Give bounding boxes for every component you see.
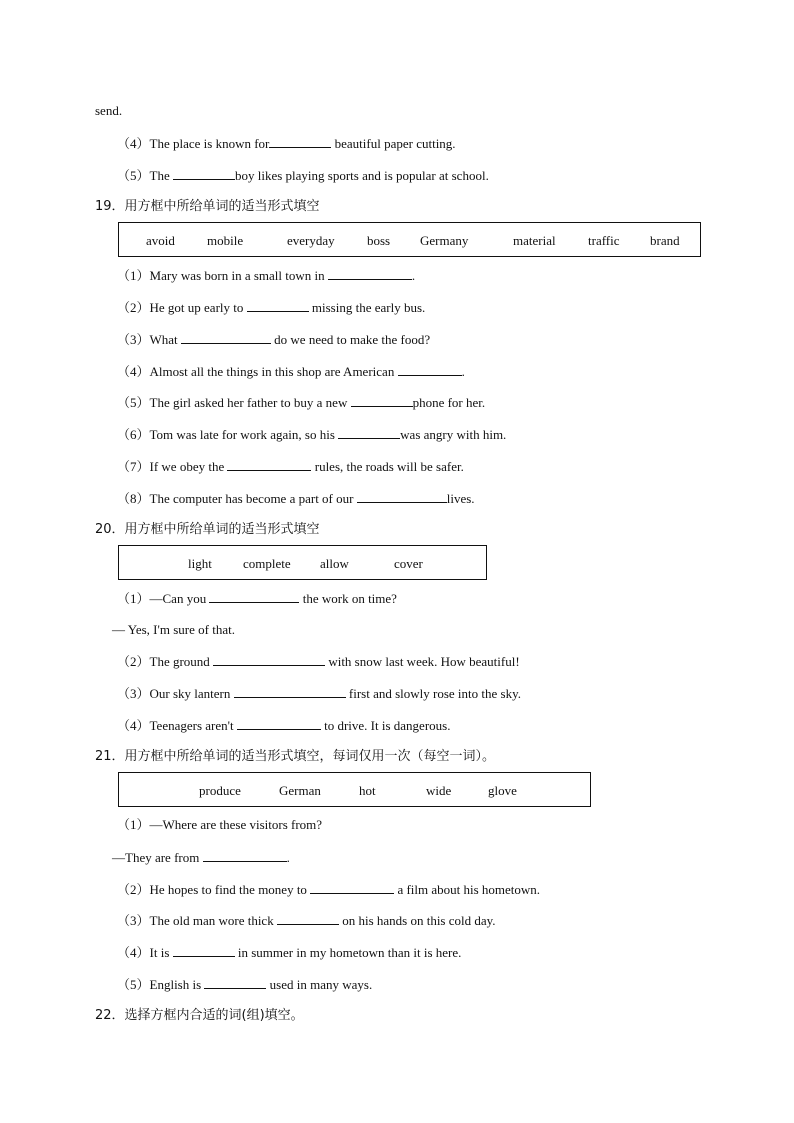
- answer-blank[interactable]: [277, 912, 339, 925]
- answer-blank[interactable]: [351, 394, 413, 407]
- word-bank-item: boss: [367, 233, 391, 248]
- item-number: （3）: [117, 686, 150, 701]
- item-text-before: The place is known for: [149, 136, 270, 151]
- item-number: （1）: [117, 268, 150, 283]
- q20-word-box: [118, 545, 487, 580]
- word-bank-item: avoid: [146, 233, 175, 248]
- item-text-after: a film about his hometown.: [394, 882, 541, 897]
- answer-blank[interactable]: [338, 426, 400, 439]
- answer-blank[interactable]: [234, 685, 346, 698]
- answer-blank[interactable]: [357, 490, 447, 503]
- q20-item-2: [117, 653, 520, 670]
- q19-item-3: [117, 331, 430, 348]
- item-text-before: The: [149, 168, 173, 183]
- q20-item-1: [117, 590, 397, 607]
- word-bank-item: complete: [243, 556, 291, 571]
- item-text-before: Teenagers aren't: [149, 718, 237, 733]
- item-number: （1）: [117, 591, 150, 606]
- item-text-before: Tom was late for work again, so his: [149, 427, 339, 442]
- word-bank-item: material: [513, 233, 556, 248]
- item-number: （5）: [117, 395, 150, 410]
- item-number: （5）: [117, 168, 150, 183]
- q21-item-5: [117, 976, 372, 993]
- reply-text-after: .: [286, 850, 290, 865]
- item-text-before: —Can you: [149, 591, 210, 606]
- word-bank-item: Germany: [420, 233, 469, 248]
- answer-blank[interactable]: [181, 331, 271, 344]
- q20-item-4: [117, 717, 450, 734]
- reply-text-before: —They are from: [112, 850, 203, 865]
- item-text-after: with snow last week. How beautiful!: [325, 654, 520, 669]
- item-text-after: .: [461, 364, 465, 379]
- answer-blank[interactable]: [204, 976, 266, 989]
- q19-item-2: [117, 299, 425, 316]
- q21-heading: 21．用方框中所给单词的适当形式填空，每词仅用一次（每空一词）。: [95, 749, 496, 764]
- q21-item-3: [117, 912, 496, 929]
- item-number: （1）: [117, 817, 150, 832]
- item-text: —Where are these visitors from?: [149, 817, 323, 832]
- q22-heading: 22．选择方框内合适的词(组)填空。: [95, 1008, 304, 1023]
- item-text-before: The computer has become a part of our: [149, 491, 357, 506]
- answer-blank[interactable]: [209, 590, 299, 603]
- answer-blank[interactable]: [247, 299, 309, 312]
- item-text-after: on his hands on this cold day.: [338, 913, 496, 928]
- q19-word-box: [118, 222, 701, 257]
- item-text-after: .: [411, 268, 416, 283]
- q21-item-4: [117, 944, 461, 961]
- q18-item-4: [117, 135, 456, 152]
- answer-blank[interactable]: [173, 944, 235, 957]
- word-bank-item: hot: [359, 783, 376, 798]
- item-text-before: Almost all the things in this shop are American: [149, 364, 398, 379]
- item-number: （2）: [117, 300, 150, 315]
- q19-item-7: [117, 458, 464, 475]
- word-bank-item: traffic: [588, 233, 620, 248]
- item-text-before: What: [149, 332, 181, 347]
- answer-blank[interactable]: [213, 653, 325, 666]
- item-text-after: used in many ways.: [266, 977, 373, 992]
- item-text-before: Mary was born in a small town in: [149, 268, 328, 283]
- item-text-before: The ground: [149, 654, 214, 669]
- item-text-after: lives.: [446, 491, 475, 506]
- item-text-before: English is: [149, 977, 205, 992]
- continued-text: send.: [95, 103, 123, 118]
- item-text-after: was angry with him.: [400, 427, 507, 442]
- item-number: （4）: [117, 718, 150, 733]
- word-bank-item: wide: [426, 783, 452, 798]
- item-text-before: The old man wore thick: [149, 913, 277, 928]
- item-text-after: boy likes playing sports and is popular at school.: [234, 168, 489, 183]
- item-text-after: missing the early bus.: [308, 300, 426, 315]
- word-bank-item: cover: [394, 556, 423, 571]
- item-number: （2）: [117, 654, 150, 669]
- word-bank-item: everyday: [287, 233, 335, 248]
- answer-blank[interactable]: [227, 458, 311, 471]
- item-text-before: The girl asked her father to buy a new: [149, 395, 351, 410]
- item-text-before: Our sky lantern: [149, 686, 234, 701]
- item-number: （4）: [117, 945, 150, 960]
- q21-item-2: [117, 881, 540, 898]
- word-bank-item: brand: [650, 233, 680, 248]
- q19-item-5: [117, 394, 485, 411]
- item-number: （4）: [117, 364, 150, 379]
- item-number: （3）: [117, 332, 150, 347]
- word-bank-item: mobile: [207, 233, 244, 248]
- item-text-after: beautiful paper cutting.: [331, 136, 456, 151]
- item-number: （8）: [117, 491, 150, 506]
- q19-item-8: [117, 490, 475, 507]
- q20-heading: 20．用方框中所给单词的适当形式填空: [95, 522, 320, 537]
- item-number: （6）: [117, 427, 150, 442]
- item-number: （7）: [117, 459, 150, 474]
- item-text-after: do we need to make the food?: [270, 332, 431, 347]
- item-number: （4）: [117, 136, 150, 151]
- q21-word-box: [118, 772, 591, 807]
- answer-blank[interactable]: [203, 849, 287, 862]
- q21-item-1-reply: [112, 849, 290, 866]
- item-text-after: to drive. It is dangerous.: [320, 718, 451, 733]
- word-bank-item: produce: [199, 783, 241, 798]
- q19-item-1: [117, 267, 415, 284]
- q21-item-1: [117, 817, 322, 833]
- item-text-before: He hopes to find the money to: [149, 882, 311, 897]
- word-bank-item: allow: [320, 556, 349, 571]
- word-bank-item: light: [188, 556, 212, 571]
- q20-item-1-reply: — Yes, I'm sure of that.: [112, 622, 235, 637]
- word-bank-item: glove: [488, 783, 517, 798]
- item-text-after: in summer in my hometown than it is here.: [234, 945, 462, 960]
- item-text-after: the work on time?: [299, 591, 397, 606]
- answer-blank[interactable]: [173, 167, 235, 180]
- answer-blank[interactable]: [328, 267, 412, 280]
- q18-item-5: [117, 167, 489, 184]
- item-number: （2）: [117, 882, 150, 897]
- item-text-before: If we obey the: [149, 459, 228, 474]
- item-text-before: He got up early to: [149, 300, 247, 315]
- item-text-before: It is: [149, 945, 173, 960]
- word-bank-item: German: [279, 783, 321, 798]
- item-number: （5）: [117, 977, 150, 992]
- q19-item-4: [117, 363, 465, 380]
- answer-blank[interactable]: [237, 717, 321, 730]
- item-text-after: first and slowly rose into the sky.: [345, 686, 522, 701]
- answer-blank[interactable]: [398, 363, 462, 376]
- item-number: （3）: [117, 913, 150, 928]
- answer-blank[interactable]: [269, 135, 331, 148]
- q19-item-6: [117, 426, 506, 443]
- q19-heading: 19．用方框中所给单词的适当形式填空: [95, 199, 320, 214]
- answer-blank[interactable]: [310, 881, 394, 894]
- q20-item-3: [117, 685, 521, 702]
- item-text-after: phone for her.: [412, 395, 486, 410]
- item-text-after: rules, the roads will be safer.: [311, 459, 464, 474]
